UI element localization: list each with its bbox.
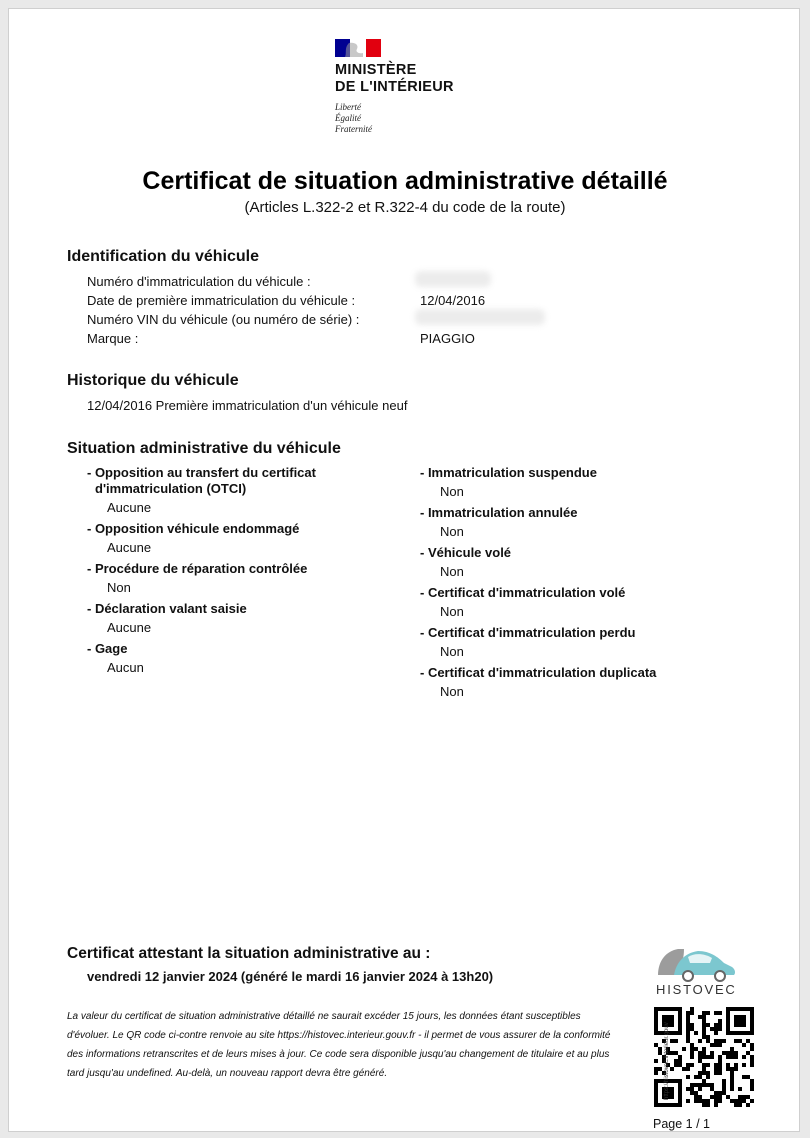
registration-number-label: Numéro d'immatriculation du véhicule : — [87, 274, 311, 289]
attestation-date: vendredi 12 janvier 2024 (généré le mardi 16 janvier 2024 à 13h20) — [87, 969, 494, 984]
duplicate-certificate-title: - Certificat d'immatriculation duplicata — [420, 665, 657, 680]
qr-side-url: https://histovec.interieur.gouv — [664, 1022, 670, 1100]
document-title: Certificat de situation administrative détaillé — [142, 167, 668, 195]
histovec-label: HISTOVEC — [656, 982, 737, 997]
stolen-vehicle-value: Non — [440, 564, 464, 579]
cancelled-registration-title: - Immatriculation annulée — [420, 505, 578, 520]
suspended-registration-value: Non — [440, 484, 464, 499]
repair-procedure-title: - Procédure de réparation contrôlée — [87, 561, 308, 576]
stolen-certificate-value: Non — [440, 604, 464, 619]
otci-value: Aucune — [107, 500, 152, 515]
histovec-car-icon — [654, 943, 736, 983]
brand-value: PIAGGIO — [420, 331, 475, 346]
lost-certificate-value: Non — [440, 644, 464, 659]
vin-redacted — [415, 309, 545, 325]
situation-heading: Situation administrative du véhicule — [67, 440, 341, 457]
identification-heading: Identification du véhicule — [67, 248, 260, 265]
first-registration-value: 12/04/2016 — [420, 293, 486, 308]
lost-certificate-title: - Certificat d'immatriculation perdu — [420, 625, 636, 640]
damaged-vehicle-opposition-title: - Opposition véhicule endommagé — [87, 521, 300, 536]
first-registration-label: Date de première immatriculation du véhicule : — [87, 293, 356, 308]
history-entry: 12/04/2016 Première immatriculation d'un véhicule neuf — [87, 398, 408, 413]
seizure-declaration-title: - Déclaration valant saisie — [87, 601, 247, 616]
registration-number-redacted — [415, 271, 491, 287]
history-heading: Historique du véhicule — [67, 372, 239, 389]
suspended-registration-title: - Immatriculation suspendue — [420, 465, 597, 480]
certificate-page — [8, 8, 800, 1132]
document-subtitle: (Articles L.322-2 et R.322-4 du code de la route) — [244, 199, 566, 216]
repair-procedure-value: Non — [107, 580, 131, 595]
brand-label: Marque : — [87, 331, 139, 346]
stolen-certificate-title: - Certificat d'immatriculation volé — [420, 585, 626, 600]
vin-label: Numéro VIN du véhicule (ou numéro de série) : — [87, 312, 360, 327]
cancelled-registration-value: Non — [440, 524, 464, 539]
page-number: Page 1 / 1 — [653, 1117, 710, 1131]
otci-title: - Opposition au transfert du certificat d'immatriculation (OTCI) — [87, 465, 316, 496]
seizure-declaration-value: Aucune — [107, 620, 152, 635]
damaged-vehicle-opposition-value: Aucune — [107, 540, 152, 555]
stolen-vehicle-title: - Véhicule volé — [420, 545, 512, 560]
marianne-flag-logo — [335, 39, 381, 57]
pledge-value: Aucun — [107, 660, 144, 675]
ministry-name: MINISTÈRE DE L'INTÉRIEUR — [335, 62, 454, 95]
pledge-title: - Gage — [87, 641, 128, 656]
republic-motto: Liberté Égalité Fraternité — [335, 102, 372, 134]
duplicate-certificate-value: Non — [440, 684, 464, 699]
validity-disclaimer: La valeur du certificat de situation administrative détaillé ne saurait excéder 15 jours, les données étant susceptibles d'évoluer. Le QR code ci-contre renvoie au site https://histovec.interieur.gouv.fr - il permet de vous assurer de la conformité des informations retranscrites et de leurs mises à jour. Ce code sera disponible jusqu'au changement de titulaire et au plus tard jusqu'au undefined. Au-delà, un nouveau rapport devra être généré. — [67, 1011, 611, 1079]
attestation-heading: Certificat attestant la situation administrative au : — [67, 945, 431, 962]
